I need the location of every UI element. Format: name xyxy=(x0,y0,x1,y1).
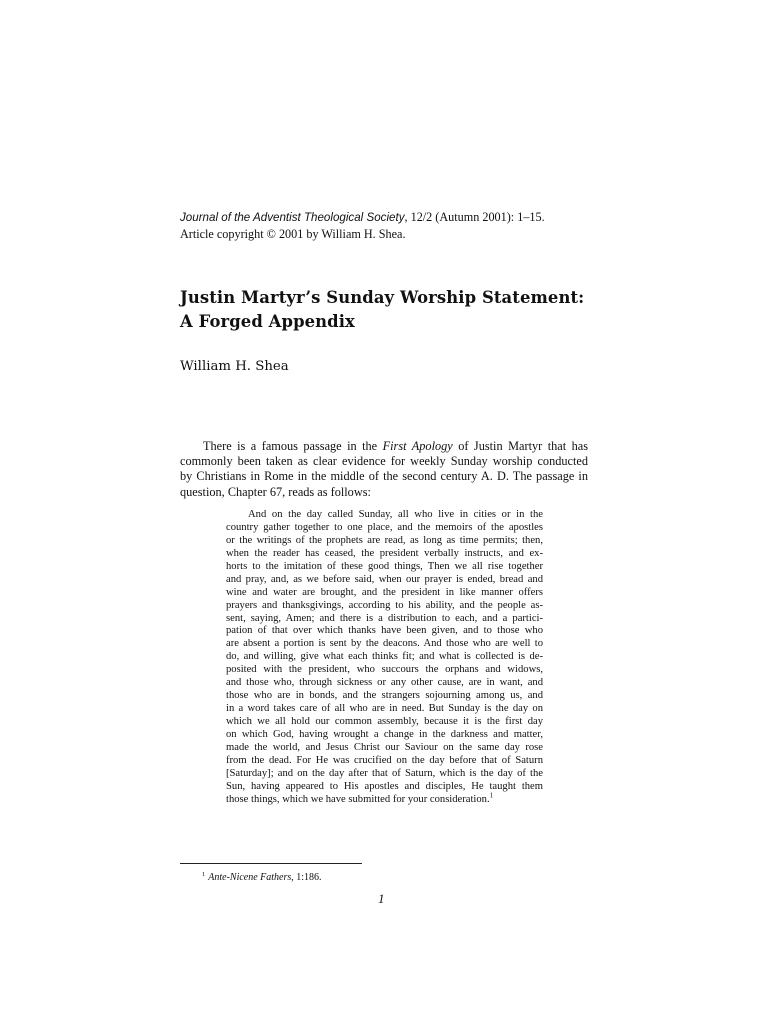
copyright-line: Article copyright © 2001 by William H. Shea. xyxy=(180,227,406,241)
book-title: First Apology xyxy=(382,439,453,453)
quote-line xyxy=(226,791,543,807)
quote-line: those who are in bonds, and the strangers sojourning among us, and xyxy=(226,690,543,702)
quote-line: or the writings of the prophets are read, as long as time permits; then, xyxy=(226,534,543,546)
quote-line: prayers and thanksgivings, according to his ability, and the people as- xyxy=(226,599,543,611)
footnote-mark: 1 xyxy=(202,870,206,878)
footnote-reference[interactable]: 1 xyxy=(489,791,494,800)
article-author: William H. Shea xyxy=(180,359,289,374)
intro-paragraph xyxy=(180,439,588,500)
page-number: 1 xyxy=(378,891,385,906)
footnote-source: Ante-Nicene Fathers xyxy=(208,872,292,883)
quote-line: in a word takes care of all who are in need. But Sunday is the day on xyxy=(226,703,543,715)
journal-name: Journal of the Adventist Theological Society xyxy=(180,211,405,224)
intro-line: question, Chapter 67, reads as follows: xyxy=(180,484,371,499)
quote-line-text: those things, which we have submitted for your consideration. xyxy=(226,793,490,805)
quote-line: And on the day called Sunday, all who live in cities or in the xyxy=(248,509,543,520)
footnote-divider xyxy=(180,863,362,864)
intro-line: commonly been taken as clear evidence for weekly Sunday worship conducted xyxy=(180,454,588,469)
intro-line: by Christians in Rome in the middle of the second century A. D. The passage in xyxy=(180,469,588,484)
quote-line: when the reader has ceased, the president verbally instructs, and ex- xyxy=(226,547,543,559)
journal-citation xyxy=(180,209,600,226)
quote-line: from the dead. For He was crucified on the day before that of Saturn xyxy=(226,754,543,766)
quote-line: on which God, having wrought a change in the darkness and matter, xyxy=(226,728,543,740)
title-line-2: A Forged Appendix xyxy=(180,312,355,331)
quote-line: sent, saying, Amen; and there is a distribution to each, and a partici- xyxy=(226,612,543,624)
quote-line: wine and water are brought, and the president in like manner offers xyxy=(226,586,543,598)
footnote-detail: , 1:186. xyxy=(291,872,322,883)
quote-line: are absent a portion is sent by the deacons. And those who are well to xyxy=(226,638,543,650)
quote-line: and pray, and, as we before said, when our prayer is ended, bread and xyxy=(226,573,543,585)
quote-line: Sun, having appeared to His apostles and disciples, He taught them xyxy=(226,780,543,792)
quote-line: pation of that over which thanks have been given, and to those who xyxy=(226,625,543,637)
quote-line: country gather together to one place, and the memoirs of the apostles xyxy=(226,521,543,533)
quote-line: [Saturday]; and on the day after that of Saturn, which is the day of the xyxy=(226,767,543,779)
footnote xyxy=(202,872,322,884)
quote-line: and those who, through sickness or any other cause, are in want, and xyxy=(226,677,543,689)
intro-line: There is a famous passage in the First Apology of Justin Martyr that has xyxy=(203,439,588,453)
journal-issue: , 12/2 (Autumn 2001): 1–15. xyxy=(404,210,545,224)
journal-header xyxy=(180,209,600,242)
quote-line: which we all hold our common assembly, because it is the first day xyxy=(226,716,543,727)
article-title xyxy=(180,286,620,334)
title-line-1: Justin Martyr’s Sunday Worship Statement: xyxy=(180,288,585,307)
quote-line: do, and willing, give what each thinks fit; and what is collected is de- xyxy=(226,651,543,663)
quote-line: made the world, and Jesus Christ our Saviour on the same day rose xyxy=(226,741,543,753)
block-quote xyxy=(226,509,543,807)
quote-line: horts to the imitation of these good things, Then we all rise together xyxy=(226,560,543,572)
quote-line: posited with the president, who succours the orphans and widows, xyxy=(226,664,543,676)
